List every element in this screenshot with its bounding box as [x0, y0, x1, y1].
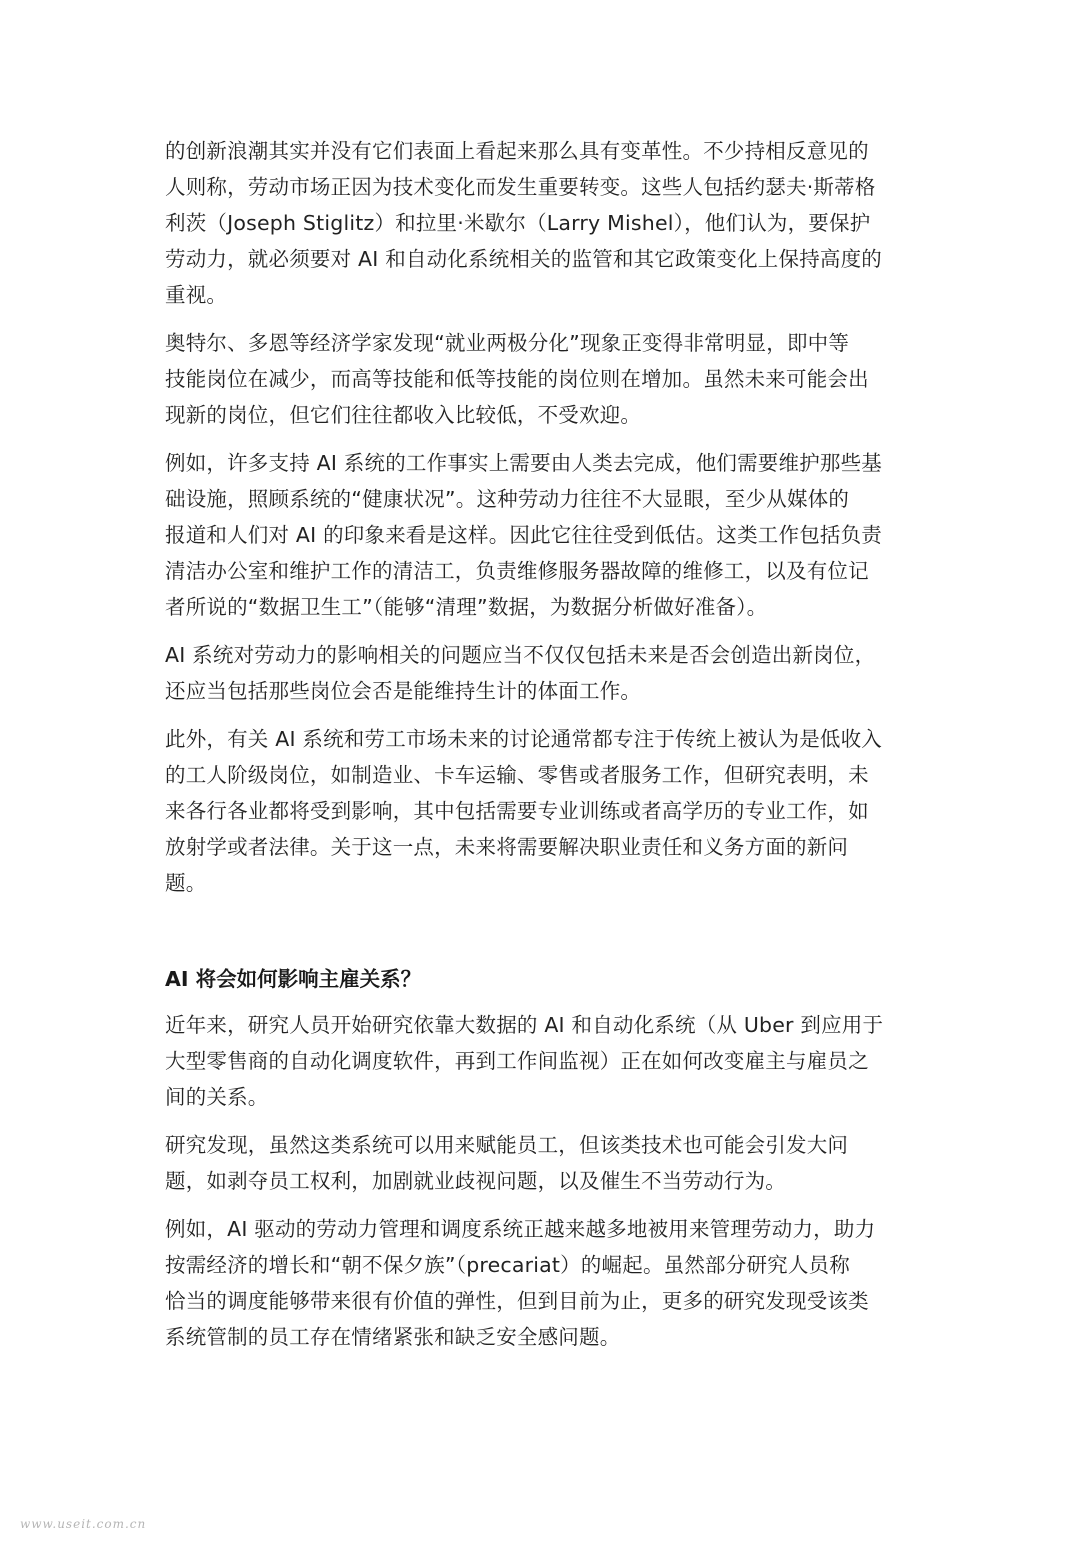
paragraph-line: 大型零售商的自动化调度软件，再到工作间监视）正在如何改变雇主与雇员之 — [165, 1049, 869, 1073]
paragraph-line: 报道和人们对 AI 的印象来看是这样。因此它往往受到低估。这类工作包括负责 — [165, 523, 883, 547]
paragraph-line: 间的关系。 — [165, 1085, 269, 1109]
paragraph-line: 的创新浪潮其实并没有它们表面上看起来那么具有变革性。不少持相反意见的 — [165, 139, 869, 163]
paragraph-line: 奥特尔、多恩等经济学家发现“就业两极分化”现象正变得非常明显，即中等 — [165, 331, 850, 355]
paragraph-line: 重视。 — [165, 283, 228, 307]
paragraph-line: 础设施，照顾系统的“健康状况”。这种劳动力往往不大显眼，至少从媒体的 — [165, 487, 850, 511]
paragraph — [165, 1127, 935, 1199]
paragraph-line: 题，如剥夺员工权利，加剧就业歧视问题，以及催生不当劳动行为。 — [165, 1169, 786, 1193]
paragraph-line: 近年来，研究人员开始研究依靠大数据的 AI 和自动化系统（从 Uber 到应用于 — [165, 1013, 884, 1037]
paragraph-line: 现新的岗位，但它们往往都收入比较低，不受欢迎。 — [165, 403, 642, 427]
paragraph-line: 劳动力，就必须要对 AI 和自动化系统相关的监管和其它政策变化上保持高度的 — [165, 247, 883, 271]
paragraph — [165, 1007, 935, 1115]
paragraph-line: 的工人阶级岗位，如制造业、卡车运输、零售或者服务工作，但研究表明，未 — [165, 763, 869, 787]
paragraph — [165, 637, 935, 709]
paragraph-line: 者所说的“数据卫生工”（能够“清理”数据，为数据分析做好准备）。 — [165, 595, 768, 619]
paragraph — [165, 133, 935, 313]
paragraph-group-bottom — [165, 1007, 935, 1355]
paragraph-line: 题。 — [165, 871, 207, 895]
paragraph — [165, 325, 935, 433]
paragraph — [165, 445, 935, 625]
section-heading: AI 将会如何影响主雇关系？ — [165, 967, 422, 991]
paragraph-line: 清洁办公室和维护工作的清洁工，负责维修服务器故障的维修工，以及有位记 — [165, 559, 869, 583]
paragraph-line: 技能岗位在减少，而高等技能和低等技能的岗位则在增加。虽然未来可能会出 — [165, 367, 869, 391]
paragraph-line: 还应当包括那些岗位会否是能维持生计的体面工作。 — [165, 679, 642, 703]
paragraph-line: 例如，AI 驱动的劳动力管理和调度系统正越来越多地被用来管理劳动力，助力 — [165, 1217, 876, 1241]
paragraph-line: 按需经济的增长和“朝不保夕族”（precariat）的崛起。虽然部分研究人员称 — [165, 1253, 850, 1277]
paragraph-line: AI 系统对劳动力的影响相关的问题应当不仅仅包括未来是否会创造出新岗位， — [165, 643, 876, 667]
paragraph-line: 放射学或者法律。关于这一点，未来将需要解决职业责任和义务方面的新问 — [165, 835, 849, 859]
paragraph-line: 研究发现，虽然这类系统可以用来赋能员工，但该类技术也可能会引发大问 — [165, 1133, 849, 1157]
paragraph-line: 恰当的调度能够带来很有价值的弹性，但到目前为止，更多的研究发现受该类 — [165, 1289, 869, 1313]
paragraph-line: 例如，许多支持 AI 系统的工作事实上需要由人类去完成，他们需要维护那些基 — [165, 451, 883, 475]
paragraph-line: 利茨（Joseph Stiglitz）和拉里·米歇尔（Larry Mishel），他们认为，要保护 — [165, 211, 871, 235]
paragraph — [165, 721, 935, 901]
document-page — [165, 133, 935, 1367]
paragraph-line: 系统管制的员工存在情绪紧张和缺乏安全感问题。 — [165, 1325, 621, 1349]
paragraph-line: 来各行各业都将受到影响，其中包括需要专业训练或者高学历的专业工作，如 — [165, 799, 869, 823]
paragraph-line: 此外，有关 AI 系统和劳工市场未来的讨论通常都专注于传统上被认为是低收入 — [165, 727, 883, 751]
watermark: www.useit.com.cn — [20, 1517, 147, 1531]
paragraph-line: 人则称，劳动市场正因为技术变化而发生重要转变。这些人包括约瑟夫·斯蒂格 — [165, 175, 876, 199]
paragraph-group-top — [165, 133, 935, 901]
paragraph — [165, 1211, 935, 1355]
